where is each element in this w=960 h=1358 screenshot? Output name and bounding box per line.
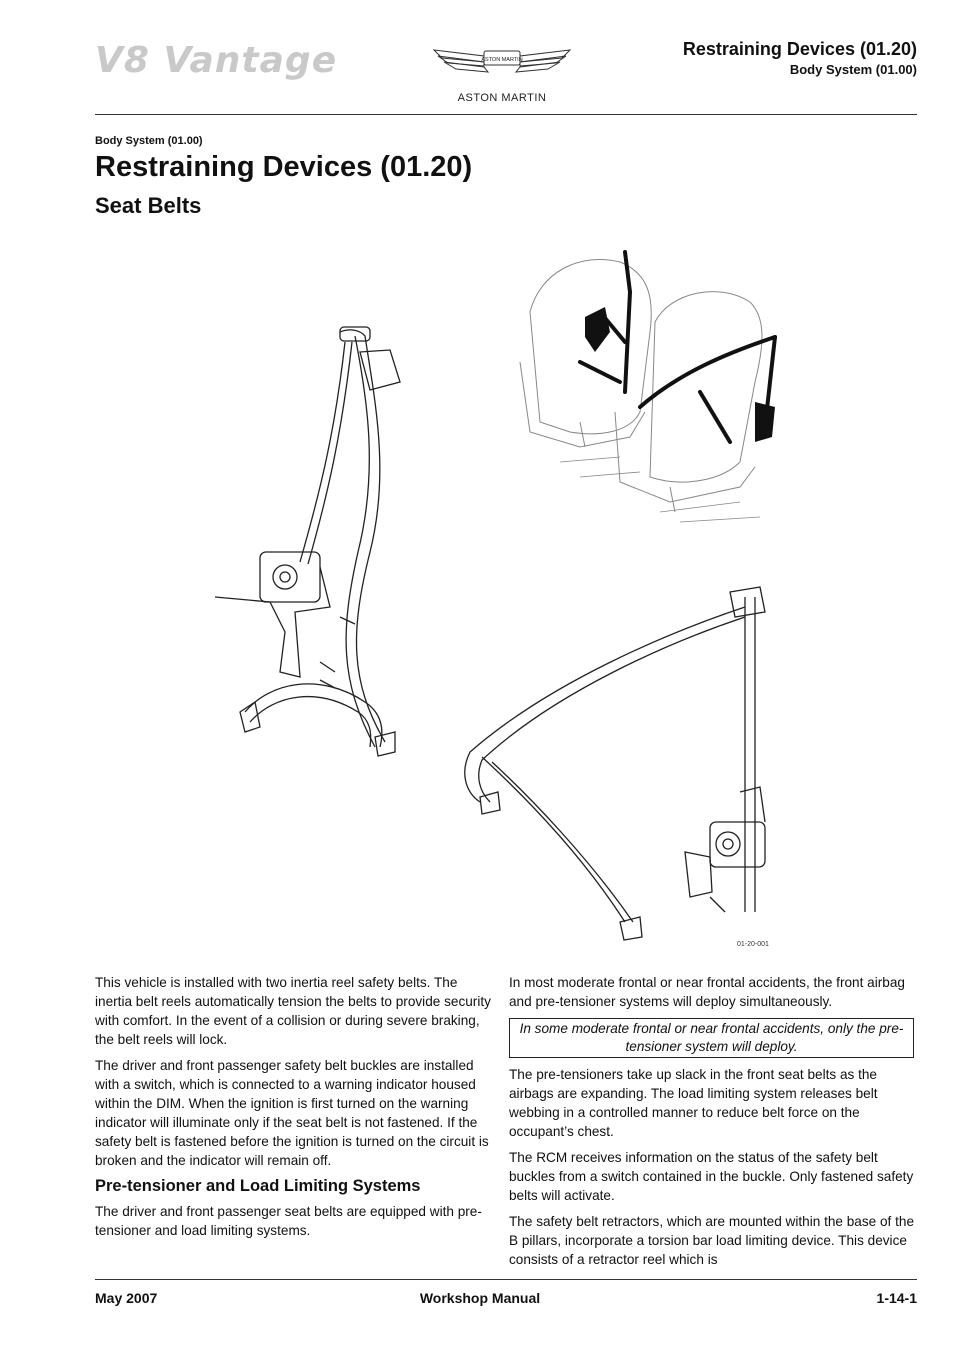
paragraph: In most moderate frontal or near frontal accidents, the front airbag and pre-tensioner systems will deploy simultaneously. xyxy=(509,975,905,1009)
model-logo: V8 Vantage xyxy=(95,40,338,81)
breadcrumb: Body System (01.00) xyxy=(95,135,203,147)
paragraph: The safety belt retractors, which are mounted within the base of the B pillars, incorporate a torsion bar load limiting device. This device consists of a retractor reel which is xyxy=(509,1214,915,1267)
header-chapter: Restraining Devices (01.20) xyxy=(682,39,917,59)
header-divider xyxy=(95,114,917,115)
section-title: Seat Belts xyxy=(95,193,202,218)
paragraph: The driver and front passenger seat belts are equipped with pre-tensioner and load limiting systems. xyxy=(95,1204,482,1238)
footer-date: May 2007 xyxy=(95,1290,158,1306)
page-number: 1-14-1 xyxy=(876,1290,917,1306)
footer-manual: Workshop Manual xyxy=(419,1290,541,1306)
paragraph: The RCM receives information on the status of the safety belt buckles from a switch contained in the buckle. Only fastened safety belts will activate. xyxy=(509,1150,914,1203)
footer-divider xyxy=(95,1279,917,1280)
figure-code: 01-20-001 xyxy=(737,941,769,948)
note-box: In some moderate frontal or near frontal accidents, only the pre-tensioner system will deploy. xyxy=(509,1018,914,1058)
left-column xyxy=(95,973,495,1247)
seat-belt-illustration xyxy=(200,232,800,952)
brand-name: ASTON MARTIN xyxy=(457,92,547,104)
header-section: Body System (01.00) xyxy=(789,62,917,77)
aston-martin-wings-logo xyxy=(432,42,572,80)
section-heading: Pre-tensioner and Load Limiting Systems xyxy=(95,1177,421,1195)
svg-text:ASTON MARTIN: ASTON MARTIN xyxy=(481,57,523,63)
page-title: Restraining Devices (01.20) xyxy=(95,151,473,183)
paragraph: This vehicle is installed with two inertia reel safety belts. The inertia belt reels automatically tension the belts to provide security with comfort. In the event of a collision or during severe braking, the belt reels will lock. xyxy=(95,975,491,1047)
paragraph: The pre-tensioners take up slack in the front seat belts as the airbags are expanding. The load limiting system releases belt webbing in a controlled manner to reduce belt force on the occupant’s chest. xyxy=(509,1067,878,1139)
right-column xyxy=(509,973,914,1276)
paragraph: The driver and front passenger safety belt buckles are installed with a switch, which is connected to a warning indicator housed within the DIM. When the ignition is first turned on the warning indicator will illuminate only if the seat belt is not fastened. If the safety belt is fastened before the ignition is turned on the circuit is broken and the indicator will remain off. xyxy=(95,1058,489,1168)
